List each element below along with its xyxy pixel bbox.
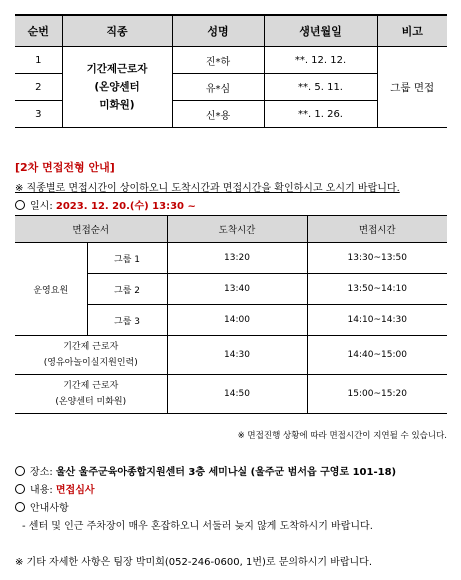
cell-arrive: 14:30	[167, 336, 307, 375]
cell-name: 진*하	[172, 47, 264, 74]
candidate-table	[15, 14, 447, 128]
cell-arrive: 14:00	[167, 305, 307, 336]
cell-birth: **. 5. 11.	[264, 74, 377, 101]
col-header-name: 성명	[172, 15, 264, 47]
col-header-arrive: 도착시간	[167, 216, 307, 243]
cell-arrive: 13:40	[167, 274, 307, 305]
info-content	[15, 481, 95, 496]
cell-arrive: 13:20	[167, 243, 307, 274]
job-type-line-1: 기간제 근로자	[63, 381, 119, 391]
info-guide	[15, 499, 69, 514]
candidate-table-header	[15, 15, 447, 47]
cell-group-name: 그룹 2	[87, 274, 167, 305]
date-value: 2023. 12. 20.(수) 13:30 ~	[55, 201, 196, 212]
job-type-line-2: (온양센터 미화원)	[55, 397, 127, 407]
guide-item: - 센터 및 인근 주차장이 매우 혼잡하오니 서둘러 늦지 않게 도착하시기 바랍니다.	[22, 521, 373, 532]
cell-birth: **. 1. 26.	[264, 101, 377, 128]
cell-job-type	[15, 375, 167, 414]
col-header-note: 비고	[377, 15, 447, 47]
table-row	[15, 243, 447, 274]
col-header-birth: 생년월일	[264, 15, 377, 47]
cell-note: 그룹 면접	[377, 47, 447, 128]
date-label: 일시:	[30, 201, 56, 212]
cell-group-name: 그룹 1	[87, 243, 167, 274]
circle-bullet-icon	[15, 200, 25, 210]
cell-group-name: 그룹 3	[87, 305, 167, 336]
job-line-2: (온양센터	[94, 81, 140, 93]
cell-arrive: 14:50	[167, 375, 307, 414]
date-line	[15, 197, 196, 212]
section-title: [2차 면접전형 안내]	[15, 161, 115, 174]
cell-job-type	[15, 336, 167, 375]
circle-bullet-icon	[15, 484, 25, 494]
info-place	[15, 463, 396, 478]
cell-interview: 13:50~14:10	[307, 274, 447, 305]
job-line-1: 기간제근로자	[86, 63, 148, 75]
cell-interview: 13:30~13:50	[307, 243, 447, 274]
guide-label: 안내사항	[30, 503, 69, 514]
content-value: 면접심사	[55, 485, 95, 496]
schedule-table-header	[15, 216, 447, 243]
notice-text: ※ 직종별로 면접시간이 상이하오니 도착시간과 면접시간을 확인하시고 오시기 바랍니다.	[15, 183, 400, 194]
cell-group-label: 운영요원	[15, 243, 87, 336]
cell-interview: 14:10~14:30	[307, 305, 447, 336]
table-row	[15, 375, 447, 414]
circle-bullet-icon	[15, 502, 25, 512]
cell-no: 3	[15, 101, 62, 128]
cell-name: 유*심	[172, 74, 264, 101]
cell-birth: **. 12. 12.	[264, 47, 377, 74]
col-header-no: 순번	[15, 15, 62, 47]
schedule-table	[15, 215, 447, 414]
job-type-line-2: (영유아놀이실지원인력)	[43, 358, 138, 368]
cell-interview: 14:40~15:00	[307, 336, 447, 375]
col-header-interview: 면접시간	[307, 216, 447, 243]
circle-bullet-icon	[15, 466, 25, 476]
content-label: 내용:	[30, 485, 56, 496]
cell-no: 1	[15, 47, 62, 74]
contact-note: ※ 기타 자세한 사항은 팀장 박미희(052-246-0600, 1번)로 문의하시기 바랍니다.	[15, 557, 373, 568]
col-header-order: 면접순서	[15, 216, 167, 243]
table-row	[15, 336, 447, 375]
job-type-line-1: 기간제 근로자	[63, 342, 119, 352]
cell-job	[62, 47, 172, 128]
cell-name: 신*용	[172, 101, 264, 128]
col-header-job: 직종	[62, 15, 172, 47]
place-label: 장소:	[30, 467, 56, 478]
job-line-3: 미화원)	[99, 99, 135, 111]
table-row	[15, 47, 447, 74]
cell-no: 2	[15, 74, 62, 101]
cell-interview: 15:00~15:20	[307, 375, 447, 414]
place-value: 울산 울주군육아종합지원센터 3층 세미나실 (울주군 범서읍 구영로 101-18)	[55, 467, 397, 478]
schedule-footnote: ※ 면접진행 상황에 따라 면접시간이 지연될 수 있습니다.	[237, 431, 447, 441]
